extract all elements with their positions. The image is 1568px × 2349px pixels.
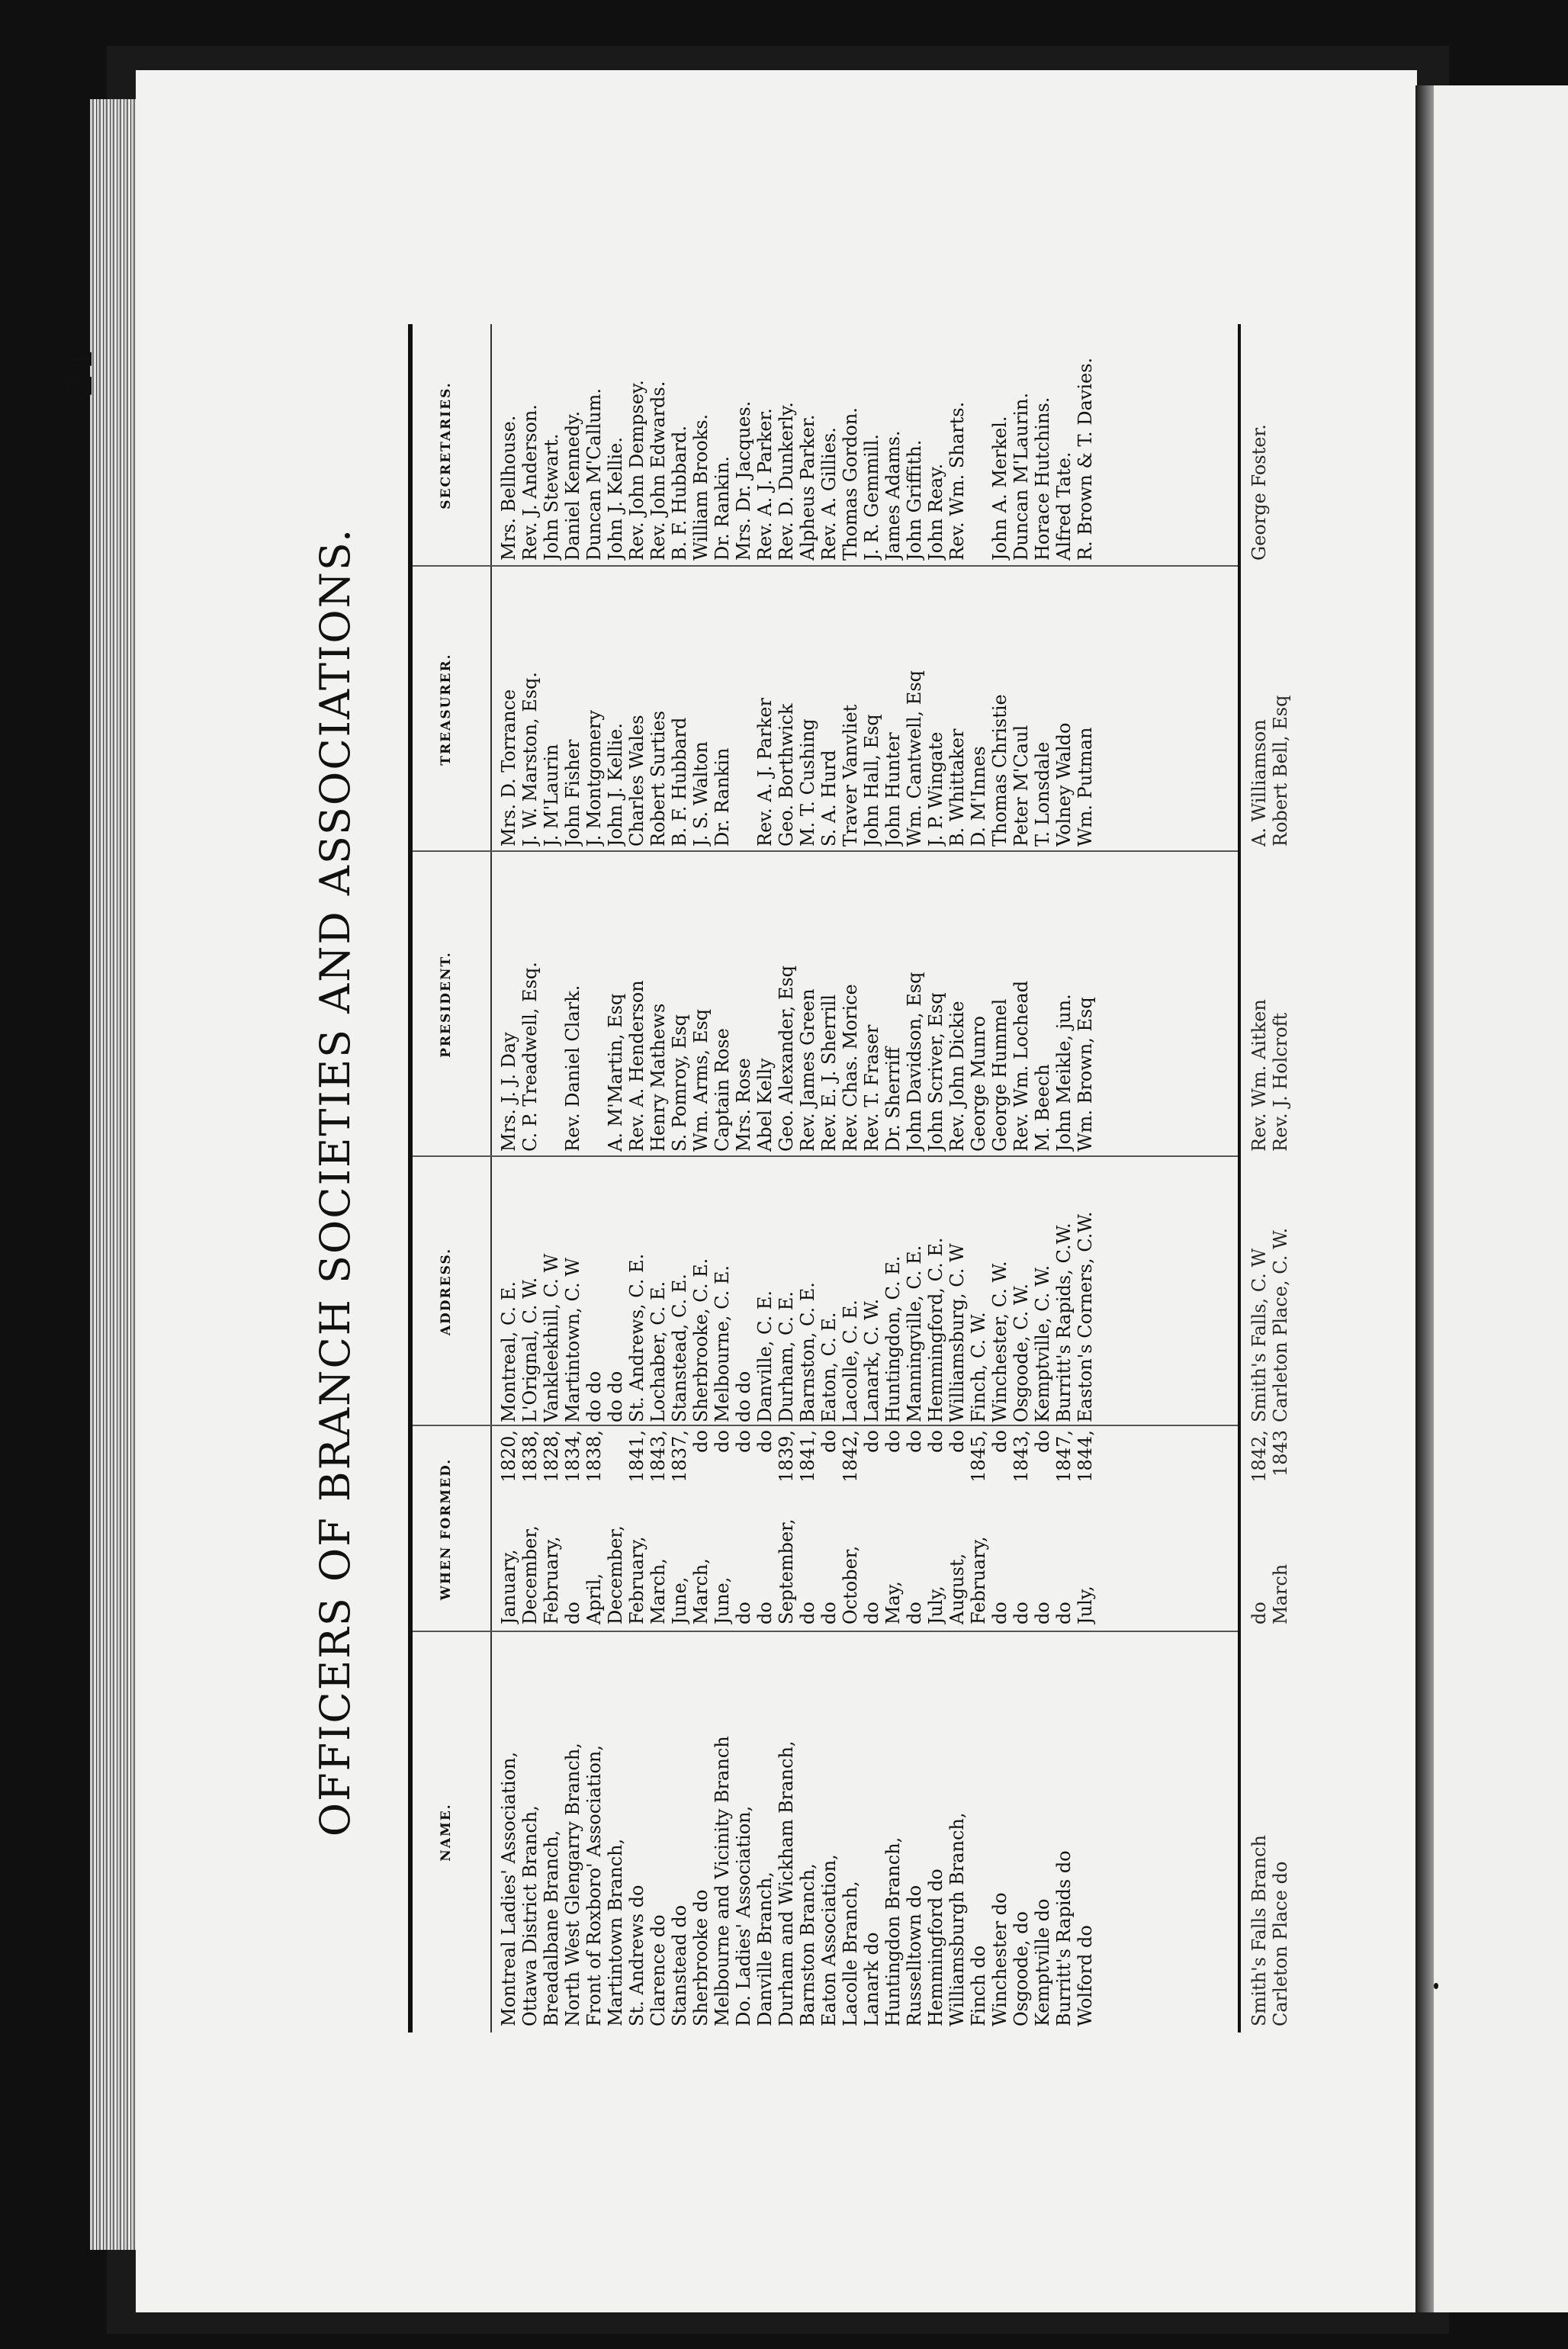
row-month: do [797, 1602, 818, 1624]
row-month: August, [946, 1553, 968, 1624]
table-row [818, 324, 840, 2032]
row-president: Rev. Wm. Aitken [1248, 999, 1270, 1152]
table-row [626, 324, 647, 2032]
row-treasurer: Rev. A. J. Parker [754, 698, 776, 847]
row-name: Williamsburgh Branch, [946, 1812, 968, 2026]
row-address: Barnston, C. E. [797, 1282, 818, 1422]
row-treasurer: John J. Kellie. [605, 723, 626, 847]
row-secretaries: Rev. A. J. Parker. [754, 408, 776, 561]
row-address: Hemmingford, C. E. [925, 1237, 946, 1422]
table-row [904, 324, 925, 2032]
row-address: do do [605, 1371, 626, 1422]
row-year: 1838, [519, 1430, 541, 1483]
row-month: January, [498, 1549, 519, 1624]
row-year: do [904, 1430, 925, 1453]
row-secretaries: John Griffith. [904, 439, 925, 561]
row-month: July, [1075, 1586, 1096, 1624]
row-month: June, [712, 1576, 733, 1624]
row-name: Wolford do [1075, 1925, 1096, 2026]
row-president: John Meikle, jun. [1053, 994, 1075, 1152]
row-name: Smith's Falls Branch [1248, 1835, 1270, 2026]
row-month: February, [968, 1536, 989, 1624]
row-name: Winchester do [989, 1892, 1011, 2026]
row-president: John Scriver, Esq [925, 992, 946, 1152]
row-name: Barnston Branch, [797, 1863, 818, 2026]
row-secretaries: George Foster. [1248, 424, 1270, 561]
row-address: Melbourne, C. E. [712, 1264, 733, 1422]
row-address: Finch, C. W. [968, 1312, 989, 1422]
row-month: March [1270, 1563, 1291, 1624]
row-name: North West Glengarry Branch, [562, 1743, 583, 2026]
row-president: Rev. John Dickie [946, 1001, 968, 1152]
row-address: Eaton, C. E. [818, 1312, 840, 1422]
row-address: St. Andrews, C. E. [626, 1253, 647, 1422]
row-secretaries: James Adams. [882, 430, 904, 561]
row-month: March, [690, 1558, 712, 1624]
row-year: do [882, 1430, 904, 1453]
page-number: 24 [61, 350, 100, 397]
row-treasurer: D. M'Innes [968, 746, 989, 847]
row-year: 1843, [647, 1430, 669, 1483]
row-name: Durham and Wickham Branch, [776, 1740, 797, 2026]
row-name: Martintown Branch, [605, 1838, 626, 2026]
row-name: Burritt's Rapids do [1053, 1850, 1075, 2026]
row-name: Eaton Association, [818, 1854, 840, 2026]
table-top-rule [408, 324, 413, 2032]
row-year: 1845, [968, 1430, 989, 1483]
row-name: St. Andrews do [626, 1885, 647, 2026]
row-treasurer: Volney Waldo [1053, 722, 1075, 847]
row-secretaries: Alpheus Parker. [797, 414, 818, 561]
row-secretaries: William Brooks. [690, 413, 712, 561]
row-address: do do [733, 1371, 754, 1422]
row-month: September, [776, 1518, 797, 1624]
table-row [797, 324, 818, 2032]
row-address: Vankleekhill, C. W [541, 1253, 562, 1422]
row-month: June, [669, 1576, 690, 1624]
row-secretaries: Dr. Rankin. [712, 455, 733, 561]
page-title: OFFICERS OF BRANCH SOCIETIES AND ASSOCIATIONS. [311, 527, 359, 1837]
row-secretaries: Mrs. Bellhouse. [498, 415, 519, 561]
row-treasurer: S. A. Hurd [818, 750, 840, 847]
table-row [1270, 324, 1291, 2032]
table-row [776, 324, 797, 2032]
row-month: February, [541, 1536, 562, 1624]
row-president: Mrs. Rose [733, 1058, 754, 1152]
table-row [647, 324, 669, 2032]
row-year: do [690, 1430, 712, 1453]
table-row [989, 324, 1011, 2032]
row-treasurer: B. Whittaker [946, 728, 968, 847]
row-month: do [733, 1602, 754, 1624]
row-year: 1834, [562, 1430, 583, 1483]
row-year: 1843 [1270, 1430, 1291, 1477]
row-year: 1838, [583, 1430, 605, 1483]
row-address: Osgoode, C. W. [1011, 1284, 1032, 1422]
row-treasurer: Mrs. D. Torrance [498, 689, 519, 847]
row-address: Burritt's Rapids, C.W. [1053, 1223, 1075, 1422]
table-row [1053, 324, 1075, 2032]
row-treasurer: Robert Surties [647, 710, 669, 847]
row-president: Captain Rose [712, 1028, 733, 1152]
table-header-rule [490, 324, 492, 2032]
row-president: Rev. E. J. Sherrill [818, 994, 840, 1152]
row-name: Hemmingford do [925, 1869, 946, 2026]
row-name: Stanstead do [669, 1904, 690, 2026]
next-page-edge [1434, 85, 1568, 2312]
row-treasurer: John Hunter [882, 732, 904, 847]
row-treasurer: Wm. Cantwell, Esq [904, 670, 925, 847]
row-name: Carleton Place do [1270, 1861, 1291, 2026]
row-secretaries: John J. Kellie. [605, 437, 626, 561]
row-address: Lanark, C. W. [861, 1298, 882, 1422]
row-year: 1841, [626, 1430, 647, 1483]
row-secretaries: Rev. J. Anderson. [519, 404, 541, 561]
row-secretaries: J. R. Gemmill. [861, 434, 882, 561]
row-president: Wm. Brown, Esq [1075, 997, 1096, 1152]
row-secretaries: Rev. Wm. Sharts. [946, 401, 968, 561]
row-president: Rev. T. Fraser [861, 1024, 882, 1152]
row-address: Montreal, C. E. [498, 1281, 519, 1422]
row-secretaries: John A. Merkel. [989, 416, 1011, 561]
row-treasurer: Robert Bell, Esq [1270, 695, 1291, 847]
row-treasurer: J. P. Wingate [925, 731, 946, 847]
row-year: do [754, 1430, 776, 1453]
header-treasurer: TREASURER. [439, 653, 454, 766]
row-address: Kemptville, C. W. [1032, 1264, 1053, 1422]
row-name: Huntingdon Branch, [882, 1836, 904, 2026]
row-month: October, [840, 1545, 861, 1624]
row-president: M. Beech [1032, 1064, 1053, 1152]
row-treasurer: J. W. Marston, Esq. [519, 671, 541, 847]
row-president: Dr. Sherriff [882, 1046, 904, 1152]
row-treasurer: J. M'Laurin [541, 744, 562, 847]
row-secretaries: Horace Hutchins. [1032, 397, 1053, 561]
row-secretaries: John Stewart. [541, 433, 562, 561]
row-address: Carleton Place, C. W. [1270, 1227, 1291, 1422]
row-address: Huntingdon, C. E. [882, 1255, 904, 1422]
row-address: Williamsburg, C. W [946, 1243, 968, 1422]
row-year: 1844, [1075, 1430, 1096, 1483]
row-secretaries: Daniel Kennedy. [562, 410, 583, 561]
row-address: Easton's Corners, C.W. [1075, 1211, 1096, 1422]
header-when-formed: WHEN FORMED. [439, 1457, 454, 1601]
table-row [519, 324, 541, 2032]
row-address: Durham, C. E. [776, 1291, 797, 1422]
table-row [498, 324, 519, 2032]
row-secretaries: Duncan M'Callum. [583, 387, 605, 561]
table-row [690, 324, 712, 2032]
row-treasurer: J. S. Walton [690, 741, 712, 847]
row-president: John Davidson, Esq [904, 972, 925, 1152]
row-name: Danville Branch, [754, 1872, 776, 2026]
row-year: do [989, 1430, 1011, 1453]
row-president: A. M'Martin, Esq [605, 993, 626, 1152]
row-secretaries: John Reay. [925, 463, 946, 561]
row-treasurer: Thomas Christie [989, 694, 1011, 847]
row-year: do [946, 1430, 968, 1453]
row-year: do [925, 1430, 946, 1453]
ink-speck [46, 2196, 50, 2200]
row-address: Lochaber, C. E. [647, 1281, 669, 1422]
row-address: Martintown, C. W [562, 1258, 583, 1422]
table-body [498, 324, 1096, 2032]
row-month: do [1053, 1602, 1075, 1624]
row-address: Danville, C. E. [754, 1290, 776, 1422]
header-name: NAME. [439, 1803, 454, 1862]
row-month: April, [583, 1573, 605, 1624]
row-secretaries: Duncan M'Laurin. [1011, 392, 1032, 561]
row-name: Front of Roxboro' Association, [583, 1745, 605, 2026]
row-year: do [1032, 1430, 1053, 1453]
table-bottom-rule [1238, 324, 1241, 2032]
row-month: December, [519, 1525, 541, 1624]
table-row [882, 324, 904, 2032]
row-address: Winchester, C. W. [989, 1261, 1011, 1422]
table-row [712, 324, 733, 2032]
row-name: Do. Ladies' Association, [733, 1805, 754, 2026]
row-secretaries: Mrs. Dr. Jacques. [733, 400, 754, 561]
row-name: Lanark do [861, 1932, 882, 2026]
table-row [562, 324, 583, 2032]
row-month: do [818, 1602, 840, 1624]
table-row [840, 324, 861, 2032]
table-row [968, 324, 989, 2032]
row-secretaries: R. Brown & T. Davies. [1075, 357, 1096, 561]
table-row [605, 324, 626, 2032]
row-president: Rev. Daniel Clark. [562, 985, 583, 1152]
continued-rows [1248, 324, 1291, 2032]
row-secretaries: Rev. A. Gillies. [818, 427, 840, 561]
table-row [541, 324, 562, 2032]
row-name: Montreal Ladies' Association, [498, 1751, 519, 2026]
row-treasurer: Peter M'Caul [1011, 725, 1032, 847]
row-treasurer: J. Montgomery [583, 710, 605, 847]
officers-table [408, 324, 1323, 2032]
row-name: Sherbrooke do [690, 1889, 712, 2026]
row-address: Manningville, C. E. [904, 1245, 925, 1422]
row-name: Russelltown do [904, 1885, 925, 2026]
row-president: Rev. A. Henderson [626, 980, 647, 1152]
table-row [1032, 324, 1053, 2032]
rotated-table-block [61, 305, 1350, 2059]
header-address: ADDRESS. [439, 1247, 454, 1336]
row-month: do [861, 1602, 882, 1624]
row-treasurer: T. Lonsdale [1032, 741, 1053, 847]
table-row [925, 324, 946, 2032]
row-president: Henry Mathews [647, 1003, 669, 1152]
row-name: Breadalbane Branch, [541, 1830, 562, 2026]
row-month: March, [647, 1558, 669, 1624]
row-treasurer: M. T. Cushing [797, 718, 818, 847]
row-name: Lacolle Branch, [840, 1881, 861, 2026]
row-president: Rev. Wm. Lochead [1011, 980, 1032, 1152]
row-president: Geo. Alexander, Esq [776, 965, 797, 1152]
row-year: 1841, [797, 1430, 818, 1483]
row-name: Finch do [968, 1945, 989, 2026]
row-treasurer: Wm. Putman [1075, 727, 1096, 847]
row-president: S. Pomroy, Esq [669, 1014, 690, 1152]
row-year: 1828, [541, 1430, 562, 1483]
row-address: L'Orignal, C. W. [519, 1277, 541, 1422]
row-year: 1843, [1011, 1430, 1032, 1483]
row-secretaries: Rev. D. Dunkerly. [776, 402, 797, 561]
row-month: December, [605, 1525, 626, 1624]
table-row [1248, 324, 1270, 2032]
row-president: C. P. Treadwell, Esq. [519, 962, 541, 1152]
row-month: do [1248, 1602, 1270, 1624]
row-president: Rev. J. Holcroft [1270, 1012, 1291, 1152]
row-name: Ottawa District Branch, [519, 1805, 541, 2026]
row-treasurer: A. Williamson [1248, 719, 1270, 847]
row-treasurer: John Fisher [562, 739, 583, 847]
row-month: do [989, 1602, 1011, 1624]
row-year: do [712, 1430, 733, 1453]
row-year: 1842, [1248, 1430, 1270, 1483]
row-name: Osgoode, do [1011, 1911, 1032, 2026]
row-year: 1837, [669, 1430, 690, 1483]
row-address: Stanstead, C. E. [669, 1274, 690, 1422]
row-treasurer: Geo. Borthwick [776, 703, 797, 847]
row-year: 1839, [776, 1430, 797, 1483]
row-year: 1847, [1053, 1430, 1075, 1483]
row-year: do [861, 1430, 882, 1453]
header-president: PRESIDENT. [439, 951, 454, 1058]
row-secretaries: Rev. John Edwards. [647, 381, 669, 561]
table-row [669, 324, 690, 2032]
row-treasurer: Charles Wales [626, 715, 647, 847]
row-month: do [562, 1602, 583, 1624]
table-row [733, 324, 754, 2032]
row-month: July, [925, 1586, 946, 1624]
row-president: Mrs. J. J. Day [498, 1032, 519, 1152]
table-row [583, 324, 605, 2032]
row-president: Rev. Chas. Morice [840, 984, 861, 1152]
row-month: do [754, 1602, 776, 1624]
table-row [1075, 324, 1096, 2032]
table-row [861, 324, 882, 2032]
row-year: do [818, 1430, 840, 1453]
table-row [946, 324, 968, 2032]
row-president: Abel Kelly [754, 1058, 776, 1152]
row-month: do [904, 1602, 925, 1624]
row-name: Clarence do [647, 1914, 669, 2026]
row-address: Sherbrooke, C. E. [690, 1258, 712, 1422]
row-month: do [1011, 1602, 1032, 1624]
row-address: Lacolle, C. E. [840, 1300, 861, 1422]
row-address: Smith's Falls, C. W [1248, 1248, 1270, 1422]
row-treasurer: John Hall, Esq [861, 714, 882, 847]
row-name: Melbourne and Vicinity Branch [712, 1736, 733, 2026]
row-year: do [733, 1430, 754, 1453]
row-year: 1842, [840, 1430, 861, 1483]
row-president: George Hummel [989, 998, 1011, 1152]
row-address: do do [583, 1371, 605, 1422]
row-secretaries: Alfred Tate. [1053, 451, 1075, 561]
row-president: Wm. Arms, Esq [690, 1008, 712, 1152]
row-president: Rev. James Green [797, 988, 818, 1152]
row-treasurer: Dr. Rankin [712, 747, 733, 847]
ink-speck [1434, 1983, 1438, 1989]
row-secretaries: Thomas Gordon. [840, 407, 861, 561]
row-name: Kemptville do [1032, 1898, 1053, 2026]
row-month: do [1032, 1602, 1053, 1624]
table-row [1011, 324, 1032, 2032]
row-treasurer: Traver Vanvliet [840, 704, 861, 847]
table-row [754, 324, 776, 2032]
row-month: February, [626, 1536, 647, 1624]
row-secretaries: B. F. Hubbard. [669, 426, 690, 561]
header-secretaries: SECRETARIES. [439, 381, 454, 509]
row-month: May, [882, 1581, 904, 1624]
row-president: George Munro [968, 1016, 989, 1152]
row-year: 1820, [498, 1430, 519, 1483]
row-secretaries: Rev. John Dempsey. [626, 380, 647, 561]
row-treasurer: B. F. Hubbard [669, 717, 690, 847]
